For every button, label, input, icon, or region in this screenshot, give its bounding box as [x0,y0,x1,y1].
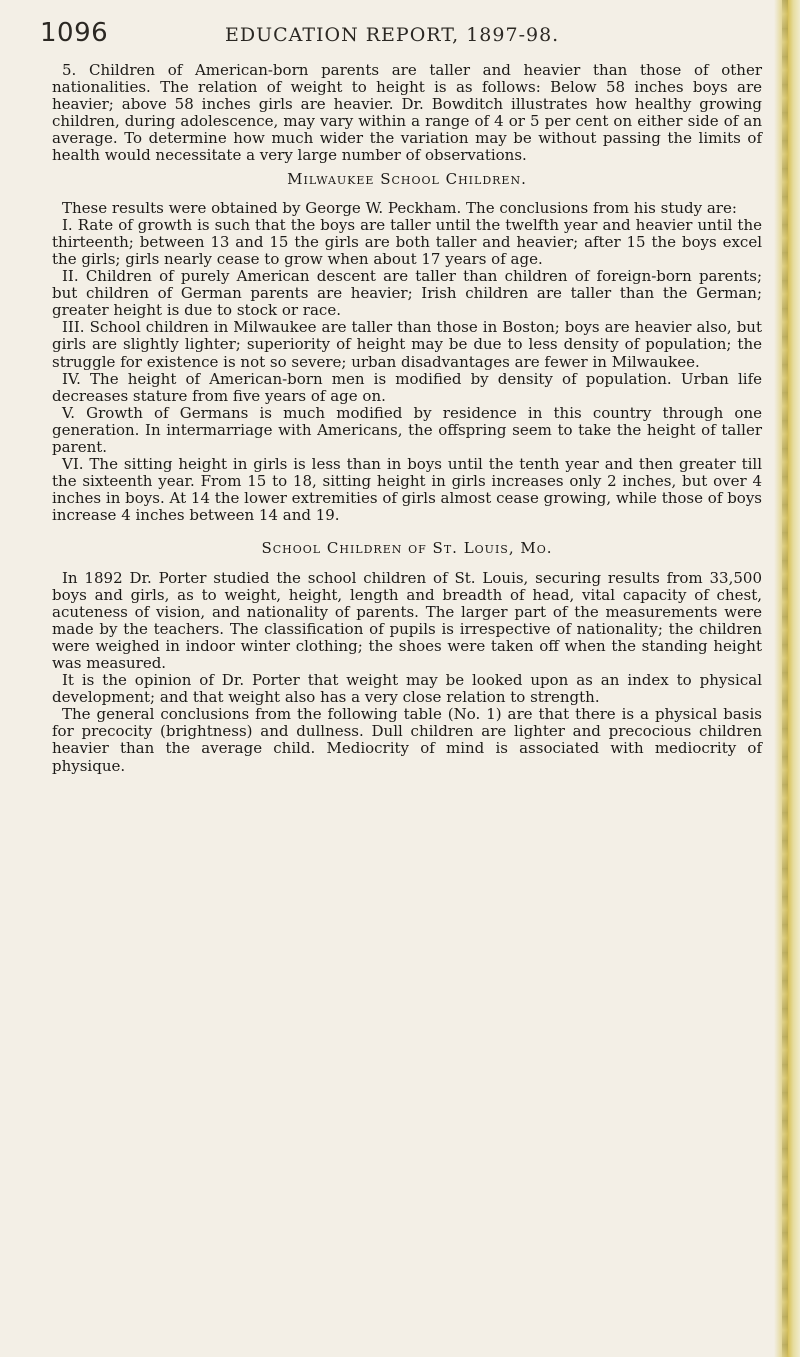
paragraph: I. Rate of growth is such that the boys are taller until the twelfth year and heavier until the thirteenth; between 13 and 15 the girls are both taller and heavier; after 15 the boys excel the girls; girls nearly cease to grow when about 17 years of age. [52,215,762,268]
page-header [40,18,760,52]
page-edge-scan-artifact [774,0,800,1357]
paragraph: In 1892 Dr. Porter studied the school children of St. Louis, securing results from 33,500 boys and girls, as to weight, height, length and breadth of head, vital capacity of chest, acuteness of vision, and nationality of parents. The larger part of the measurements were made by the teachers. The classification of pupils is irrespective of nationality; the children were weighed in indoor winter clothing; the shoes were taken off when the standing height was measured. [52,568,762,672]
page-number: 1096 [40,18,109,48]
running-head: EDUCATION REPORT, 1897-98. [225,24,560,46]
section-heading: Milwaukee School Children. [287,169,527,188]
page-body [52,62,762,775]
paragraph: III. School children in Milwaukee are taller than those in Boston; boys are heavier also, but girls are slightly lighter; superiority of height may be due to less density of population; the struggle for existence is not so severe; urban disadvantages are fewer in Milwaukee. [52,318,762,371]
section-heading: School Children of St. Louis, Mo. [261,539,553,558]
paragraph: IV. The height of American-born men is modified by density of population. Urban life decreases stature from five years of age on. [52,369,762,405]
paragraph: It is the opinion of Dr. Porter that weight may be looked upon as an index to physical development; and that weight also has a very close relation to strength. [52,671,762,707]
paragraph: V. Growth of Germans is much modified by residence in this country through one generation. In intermarriage with Americans, the offspring seem to take the height of taller parent. [52,403,762,456]
paragraph: 5. Children of American-born parents are taller and heavier than those of other nationalities. The relation of weight to height is as follows: Below 58 inches boys are heavier; above 58 inches girls are heavier. Dr. Bowditch illustrates how healthy growing children, during adolescence, may vary within a range of 4 or 5 per cent on either side of an average. To determine how much wider the variation may be without passing the limits of health would necessitate a very large number of observations. [52,61,762,165]
paragraph: These results were obtained by George W. Peckham. The conclusions from his study are: [62,198,737,217]
paragraph: VI. The sitting height in girls is less than in boys until the tenth year and then greater till the sixteenth year. From 15 to 18, sitting height in girls increases only 2 inches, but over 4 inches in boys. At 14 the lower extremities of girls almost cease growing, while those of boys increase 4 inches between 14 and 19. [52,455,762,525]
paragraph: The general conclusions from the following table (No. 1) are that there is a physical basis for precocity (brightness) and dullness. Dull children are lighter and precocious children heavier than the average child. Mediocrity of mind is associated with mediocrity of physique. [52,705,762,775]
paragraph: II. Children of purely American descent are taller than children of foreign-born parents; but children of German parents are heavier; Irish children are taller than the German; greater height is due to stock or race. [52,267,762,320]
